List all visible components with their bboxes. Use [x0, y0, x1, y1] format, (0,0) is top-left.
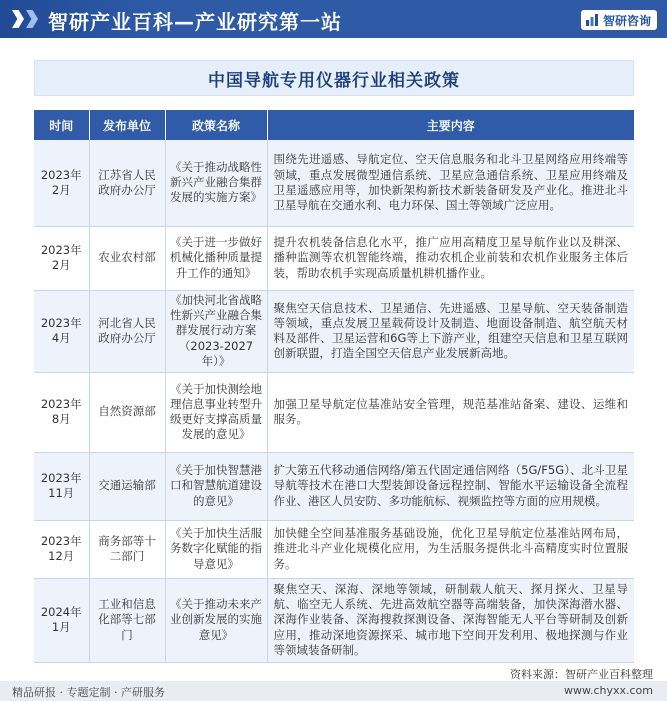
cell-content: 聚焦空天信息技术、卫星通信、先进遥感、卫星导航、空天装备制造等领域，重点发展卫星载荷设计及制造、地面设备制造、航空航天材料及部件、卫星运营和6G等上下游产业，组建空天信息和卫星互联网创新联盟，打造全国空天信息产业发展新高地。 [267, 290, 634, 372]
cell-content: 聚焦空天、深海、深地等领域，研制载人航天、探月探火、卫星导航、临空无人系统、先进高效航空器等高端装备，加快深海潜水器、深海作业装备、深海搜救探测设备、深海智能无人平台等研制及创新应用，推动深地资源探采、城市地下空间开发利用、极地探测与作业等领域装备研制。 [267, 578, 634, 662]
brand-logo[interactable] [581, 10, 657, 30]
cell-org: 交通运输部 [89, 452, 165, 520]
footer-services: 精品研报 · 专题定制 · 产研服务 [12, 686, 165, 699]
cell-time: 2023年2月 [34, 140, 89, 226]
brand-name: 智研咨询 [602, 13, 651, 28]
cell-org: 工业和信息化部等七部门 [89, 578, 165, 662]
cell-policy: 《加快河北省战略性新兴产业融合集群发展行动方案（2023-2027年）》 [165, 290, 267, 372]
data-source-note: 资料来源：智研产业百科整理 [510, 668, 653, 681]
cell-policy: 《关于加快智慧港口和智慧航道建设的意见》 [165, 452, 267, 520]
footer-bar [0, 681, 667, 701]
table-row [34, 290, 634, 372]
brand-logo-icon [585, 13, 599, 27]
cell-policy: 《关于进一步做好机械化播种质量提升工作的通知》 [165, 226, 267, 290]
column-header-time: 时间 [34, 110, 89, 140]
cell-content: 加快健全空间基准服务基础设施，优化卫星导航定位基准站网布局，推进北斗产业化规模化应用，为生活服务提供北斗高精度实时位置服务。 [267, 520, 634, 578]
cell-time: 2024年1月 [34, 578, 89, 662]
cell-time: 2023年4月 [34, 290, 89, 372]
table-header-row [34, 110, 634, 140]
column-header-org: 发布单位 [89, 110, 165, 140]
footer-url-link[interactable]: www.chyxx.com [563, 684, 653, 697]
table-row [34, 372, 634, 452]
column-header-policy: 政策名称 [165, 110, 267, 140]
cell-content: 提升农机装备信息化水平，推广应用高精度卫星导航作业以及耕深、播种监测等农机智能终端，推动农机企业前装和农机作业服务主体后装，帮助农机手实现高质量机耕机播作业。 [267, 226, 634, 290]
cell-org: 河北省人民政府办公厅 [89, 290, 165, 372]
cell-org: 江苏省人民政府办公厅 [89, 140, 165, 226]
cell-org: 自然资源部 [89, 372, 165, 452]
cell-time: 2023年12月 [34, 520, 89, 578]
cell-policy: 《关于推动战略性新兴产业融合集群发展的实施方案》 [165, 140, 267, 226]
policy-document [34, 60, 634, 660]
policy-table [34, 110, 634, 663]
table-row [34, 578, 634, 662]
table-row [34, 520, 634, 578]
document-title-bar [34, 60, 634, 96]
column-header-content: 主要内容 [267, 110, 634, 140]
cell-content: 加强卫星导航定位基准站安全管理，规范基准站备案、建设、运维和服务。 [267, 372, 634, 452]
site-title: 智研产业百科—产业研究第一站 [48, 10, 342, 34]
cell-time: 2023年11月 [34, 452, 89, 520]
table-row [34, 452, 634, 520]
cell-policy: 《关于加快测绘地理信息事业转型升级更好支撑高质量发展的意见》 [165, 372, 267, 452]
table-row [34, 140, 634, 226]
cell-policy: 《关于加快生活服务数字化赋能的指导意见》 [165, 520, 267, 578]
cell-policy: 《关于推动未来产业创新发展的实施意见》 [165, 578, 267, 662]
cell-content: 围绕先进遥感、导航定位、空天信息服务和北斗卫星网络应用终端等领域，重点发展微型通信系统、卫星应急通信系统、卫星应用终端及卫星遥感应用等，加快新架构新技术新装备研发及产业化。推进北斗卫星导航在交通水利、电力环保、国土等领域广泛应用。 [267, 140, 634, 226]
cell-org: 农业农村部 [89, 226, 165, 290]
cell-content: 扩大第五代移动通信网络/第五代固定通信网络（5G/F5G）、北斗卫星导航等技术在港口大型装卸设备远程控制、智能水平运输设备全流程作业、港区人员安防、多功能航标、视频监控等方面的应用规模。 [267, 452, 634, 520]
document-title: 中国导航专用仪器行业相关政策 [208, 70, 460, 91]
cell-time: 2023年8月 [34, 372, 89, 452]
top-banner [0, 0, 667, 38]
chevron-icon [12, 10, 38, 28]
table-row [34, 226, 634, 290]
cell-org: 商务部等十二部门 [89, 520, 165, 578]
cell-time: 2023年2月 [34, 226, 89, 290]
